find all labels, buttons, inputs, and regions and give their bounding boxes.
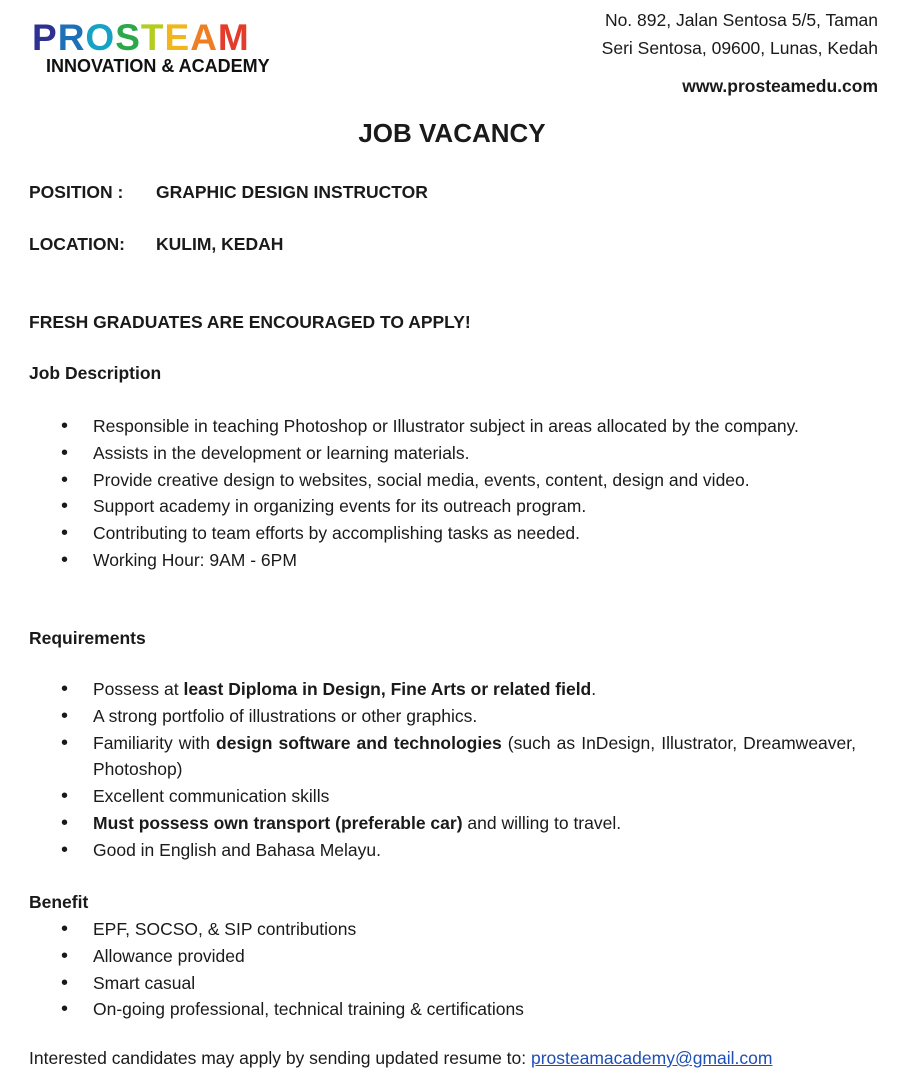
address-line-1: No. 892, Jalan Sentosa 5/5, Taman [604,10,878,30]
logo-letter: O [85,17,116,58]
company-address [602,6,878,62]
list-item: • Contributing to team efforts by accomplishing tasks as needed. [0,520,856,547]
requirements-heading: Requirements [29,628,146,648]
list-item-text: Good in English and Bahasa Melayu. [93,839,381,860]
list-item: • Support academy in organizing events for its outreach program. [0,493,856,520]
list-item: • Allowance provided [0,943,856,970]
list-item: • Smart casual [0,970,856,997]
list-item: • Responsible in teaching Photoshop or Illustrator subject in areas allocated by the company. [0,413,856,440]
footer-text: Interested candidates may apply by sending updated resume to: [29,1048,531,1068]
list-item [0,730,856,784]
list-item-text: (such as InDesign, Illustrator, Dreamweaver, Photoshop) [93,732,856,780]
location-label: LOCATION: [29,234,125,254]
list-item: • On-going professional, technical training & certifications [0,996,856,1023]
position-label: POSITION : [29,182,124,202]
logo-letter: S [115,17,141,58]
logo-subtitle: INNOVATION & ACADEMY [46,56,270,76]
address-line-2: Seri Sentosa, 09600, Lunas, Kedah [601,38,878,58]
job-description-list [0,413,856,574]
benefit-list [0,916,856,1023]
list-item-text: A strong portfolio of illustrations or other graphics. [93,705,478,726]
list-item [0,703,856,730]
application-instructions [29,1048,772,1069]
logo-letter: T [140,17,165,58]
list-item [0,676,856,703]
fresh-graduates-note: FRESH GRADUATES ARE ENCOURAGED TO APPLY! [29,312,471,332]
job-description-heading: Job Description [29,363,162,383]
list-item-text: Familiarity with [93,732,217,753]
list-item-text: least Diploma in Design, Fine Arts or related field [183,679,592,699]
contact-email-link[interactable]: prosteamacademy@gmail.com [530,1048,773,1068]
logo-letter: P [32,17,58,58]
list-item-text: and willing to travel. [462,812,622,833]
list-item-text: Possess at [93,679,184,699]
list-item-text: Must possess own transport (preferable car) [93,812,463,833]
list-item-text: design software and technologies [216,732,502,753]
list-item [0,837,856,864]
list-item: • Provide creative design to websites, social media, events, content, design and video. [0,467,856,494]
list-item-text: Excellent communication skills [93,786,330,807]
list-item [0,783,856,810]
list-item: • Assists in the development or learning materials. [0,440,856,467]
location-value: KULIM, KEDAH [156,234,284,254]
page-title: JOB VACANCY [358,118,546,148]
position-field [29,182,428,203]
logo-letter: E [164,17,191,58]
logo-wordmark [32,18,332,58]
logo-letter: A [190,17,218,58]
company-logo [32,18,332,77]
requirements-list [0,676,856,864]
logo-letter: R [57,17,86,58]
list-item: • Working Hour: 9AM - 6PM [0,547,856,574]
list-item: • EPF, SOCSO, & SIP contributions [0,916,856,943]
location-field [29,234,283,255]
list-item [0,810,856,837]
website-link[interactable]: www.prosteamedu.com [682,76,878,96]
list-item-text: . [591,679,597,699]
logo-letter: M [217,17,250,58]
benefit-heading: Benefit [29,892,89,912]
position-value: GRAPHIC DESIGN INSTRUCTOR [156,182,428,202]
